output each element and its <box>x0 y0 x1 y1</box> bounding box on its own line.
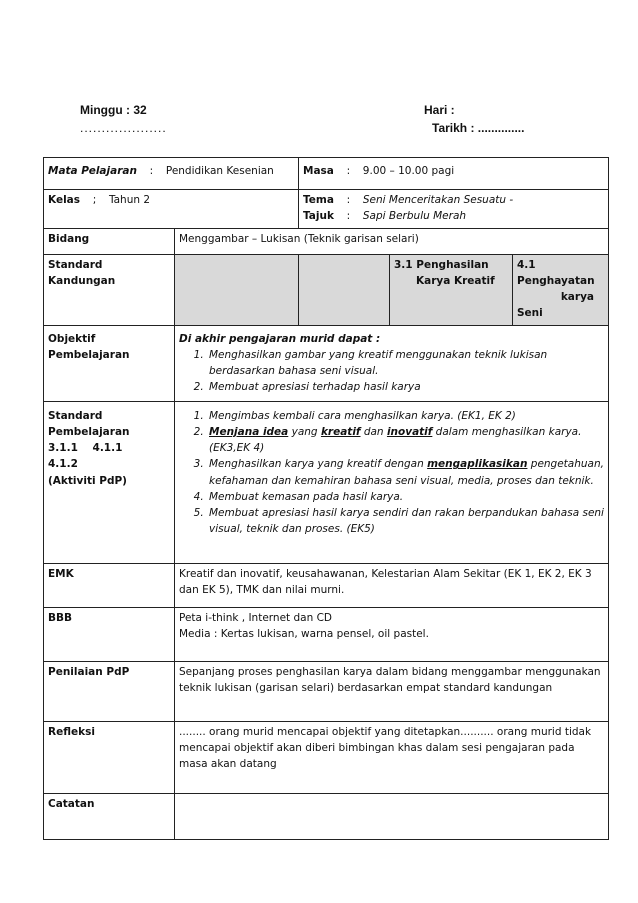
objektif-item: 2. Membuat apresiasi terhadap hasil karya <box>207 379 604 395</box>
row-refleksi <box>44 721 609 793</box>
bidang-value: Menggambar – Lukisan (Teknik garisan selari) <box>175 228 609 254</box>
masa-value: 9.00 – 10.00 pagi <box>362 165 455 177</box>
mata-pelajaran-label: Mata Pelajaran <box>48 165 137 177</box>
sp-text: yang <box>288 425 321 438</box>
sp-text: dalam menghasilkan karya. (EK3,EK 4) <box>209 425 582 455</box>
refleksi-label: Refleksi <box>44 721 175 793</box>
objektif-content-cell <box>175 325 609 401</box>
sp-activity-item: 4. Membuat kemasan pada hasil karya. <box>207 489 604 505</box>
tema-sep: : <box>346 194 351 206</box>
row-objektif <box>44 325 609 401</box>
row-penilaian <box>44 661 609 721</box>
sp-activity-item <box>207 424 604 457</box>
kelas-cell <box>44 190 299 229</box>
kelas-sep: ; <box>92 194 97 206</box>
sk-penghayatan-line4: Seni <box>517 307 543 320</box>
row-standard-pembelajaran <box>44 401 609 563</box>
sk-blank-cell-2 <box>299 254 390 325</box>
catatan-label: Catatan <box>44 793 175 839</box>
mata-pelajaran-sep: : <box>149 165 154 177</box>
standard-kandungan-label: Standard Kandungan <box>44 254 175 325</box>
standard-pembelajaran-label-cell <box>44 401 175 563</box>
objektif-label-line1: Objektif <box>48 332 96 345</box>
objektif-item: 1. Menghasilkan gambar yang kreatif menggunakan teknik lukisan berdasarkan bahasa seni visual. <box>207 347 604 380</box>
sp-activity-item <box>207 456 604 489</box>
sp-activity-list <box>179 408 604 538</box>
sp-activity-item: 1. Mengimbas kembali cara menghasilkan karya. (EK1, EK 2) <box>207 408 604 424</box>
sp-label-line5: (Aktiviti PdP) <box>48 474 127 487</box>
emk-label: EMK <box>44 563 175 607</box>
bbb-label: BBB <box>44 607 175 661</box>
sp-label-line1: Standard <box>48 409 103 422</box>
refleksi-value: ........ orang murid mencapai objektif yang ditetapkan.......... orang murid tidak mencapai objektif akan diberi bimbingan khas dalam sesi pengajaran pada masa akan datang <box>175 721 609 793</box>
minggu-label: Minggu : 32 <box>80 103 147 117</box>
sp-activity-item: 5. Membuat apresiasi hasil karya sendiri dan rakan berpandukan bahasa seni visual, teknik dan proses. (EK5) <box>207 505 604 538</box>
kelas-label: Kelas <box>48 194 81 206</box>
penilaian-value: Sepanjang proses penghasilan karya dalam bidang menggambar menggunakan teknik lukisan (garisan selari) berdasarkan empat standard kandungan <box>175 661 609 721</box>
sp-kreatif: kreatif <box>320 425 361 438</box>
sk-penghasilan-line2: Karya Kreatif <box>416 274 495 287</box>
sp-label-line3: 3.1.1 4.1.1 <box>48 442 123 455</box>
sp-text: dan <box>360 425 387 438</box>
row-catatan <box>44 793 609 839</box>
minggu-dots: .................... <box>80 121 167 135</box>
tema-tajuk-cell <box>299 190 609 229</box>
penilaian-label: Penilaian PdP <box>44 661 175 721</box>
bbb-line2: Media : Kertas lukisan, warna pensel, oil pastel. <box>179 627 429 640</box>
tajuk-label: Tajuk <box>303 210 334 223</box>
sp-text: Menghasilkan karya yang kreatif dengan <box>209 458 428 471</box>
row-bbb <box>44 607 609 661</box>
sk-blank-cell-1 <box>175 254 299 325</box>
objektif-label-line2: Pembelajaran <box>48 348 130 361</box>
bidang-label: Bidang <box>44 228 175 254</box>
row-standard-kandungan <box>44 254 609 325</box>
mata-pelajaran-value: Pendidikan Kesenian <box>165 165 274 177</box>
emk-value: Kreatif dan inovatif, keusahawanan, Kelestarian Alam Sekitar (EK 1, EK 2, EK 3 dan EK 5), TMK dan nilai murni. <box>175 563 609 607</box>
objektif-list <box>179 347 604 396</box>
sk-penghasilan-cell <box>390 254 513 325</box>
mata-pelajaran-cell <box>44 158 299 190</box>
masa-label: Masa <box>303 165 334 177</box>
kelas-value: Tahun 2 <box>108 194 151 206</box>
lesson-plan-table <box>43 157 609 840</box>
row-mata-pelajaran <box>44 158 609 190</box>
sp-label-line2: Pembelajaran <box>48 425 130 438</box>
sp-menjana-idea: Menjana idea <box>209 425 289 438</box>
tajuk-sep: : <box>346 210 351 223</box>
bbb-content-cell <box>175 607 609 661</box>
sp-mengaplikasikan: mengaplikasikan <box>427 458 528 471</box>
sp-text: pengetahuan, kefahaman dan kemahiran bahasa seni visual, media, proses dan teknik. <box>209 458 604 487</box>
bbb-line1: Peta i-think , Internet dan CD <box>179 611 332 624</box>
objektif-label-cell <box>44 325 175 401</box>
masa-cell <box>299 158 609 190</box>
tema-label: Tema <box>303 194 334 206</box>
sk-penghayatan-line1: 4.1 <box>517 258 536 271</box>
row-kelas <box>44 190 609 229</box>
row-bidang <box>44 228 609 254</box>
masa-sep: : <box>346 165 351 177</box>
tema-value: Seni Menceritakan Sesuatu - <box>362 194 514 206</box>
objektif-intro: Di akhir pengajaran murid dapat : <box>179 332 381 345</box>
sp-label-line4: 4.1.2 <box>48 458 78 471</box>
catatan-value <box>175 793 609 839</box>
standard-pembelajaran-content-cell <box>175 401 609 563</box>
sp-inovatif: inovatif <box>386 425 433 438</box>
sk-penghayatan-line3: karya <box>560 291 595 304</box>
hari-label: Hari : <box>424 103 455 117</box>
tajuk-value: Sapi Berbulu Merah <box>362 210 467 223</box>
tarikh-label: Tarikh : .............. <box>432 121 525 135</box>
sk-penghayatan-line2: Penghayatan <box>517 274 595 287</box>
row-emk <box>44 563 609 607</box>
sk-penghayatan-cell <box>513 254 609 325</box>
sk-penghasilan-line1: 3.1 Penghasilan <box>394 258 489 271</box>
